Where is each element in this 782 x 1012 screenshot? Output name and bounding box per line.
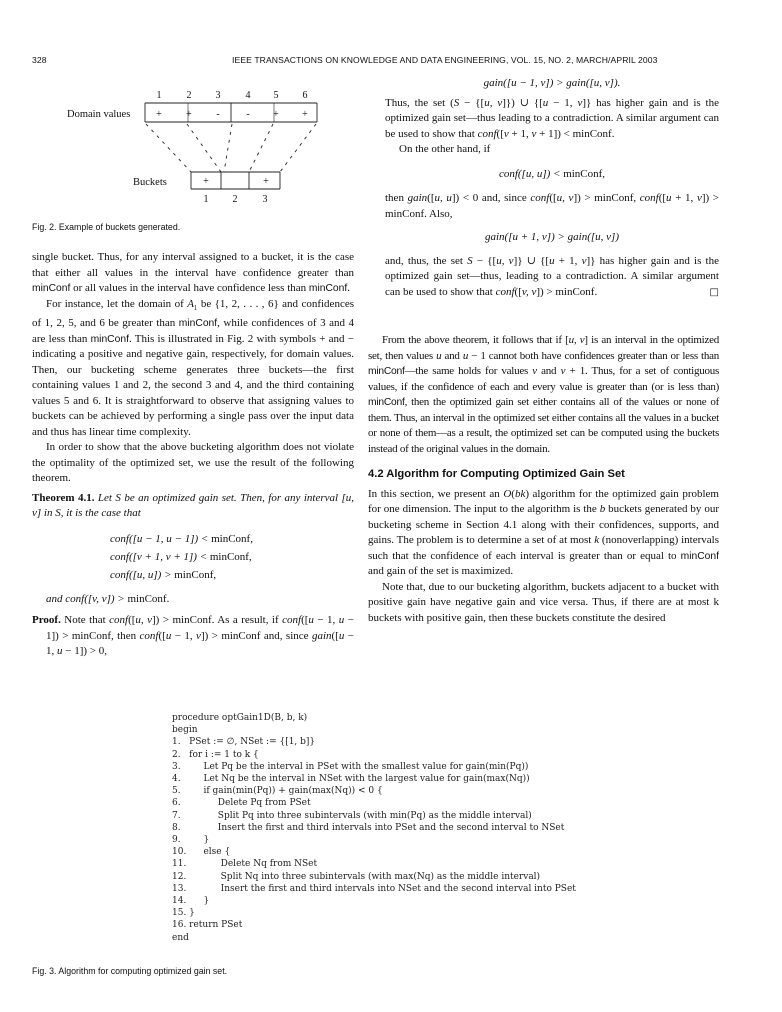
figure-3-caption: Fig. 3. Algorithm for computing optimized gain set. xyxy=(32,966,228,976)
domain-value-sign: + xyxy=(186,109,192,120)
paragraph: Thus, the set (S − {[u, v]}) ∪ {[u − 1, v]} has higher gain and is the optimized gain set—thus leading to a contradiction. A similar argument can be used to show that conf([v + 1, v + 1]) < minConf. xyxy=(385,96,719,140)
equation: conf([u, u]) > minConf, xyxy=(110,568,217,581)
algorithm-line: 13. Insert the first and third intervals into NSet and the second interval into PSet xyxy=(172,883,576,894)
equation: conf([v + 1, v + 1]) < minConf, xyxy=(110,550,252,563)
algorithm-line: procedure optGain1D(B, b, k) xyxy=(172,713,308,723)
paragraph: For instance, let the domain of $A_1$ be {1, 2, . . . , 6} and confidences of 1, 2, 5, and 6 be greater than minConf, while confidences of 3 and 4 are less than minConf. This is illustrated in Fig. 2 with symbols + and − indicating a positive and negative gain, respectively, for domain values. Then, our bucketing scheme generates three buckets—the first containing values 1 and 2, the second 3 and 4, and the third containing values 5 and 6. It is straightforward to observe that assigning values to buckets can be achieved by performing a single pass over the input data and thus has linear time complexity. xyxy=(32,297,354,438)
paragraph: and, thus, the set S − {[u, v]} ∪ {[u + 1, v]} has higher gain and is the optimized gain set—thus, leading to a contradiction. A similar argument can be used to show that conf([v, v]) > minConf. □ xyxy=(385,254,719,301)
equation: conf([u, u]) < minConf, xyxy=(498,167,606,180)
algorithm-line: 3. Let Pq be the interval in PSet with the smallest value for gain(min(Pq)) xyxy=(172,761,529,772)
algorithm-line: end xyxy=(172,932,189,943)
algorithm-line: 12. Split Nq into three subintervals (with max(Nq) as the middle interval) xyxy=(172,871,541,882)
theorem: Theorem 4.1. Let S be an optimized gain set. Then, for any interval [u, v] in S, it is the case that xyxy=(32,491,355,520)
domain-value-number: 4 xyxy=(245,90,251,101)
running-header: IEEE TRANSACTIONS ON KNOWLEDGE AND DATA ENGINEERING, VOL. 15, NO. 2, MARCH/APRIL 2003 xyxy=(232,55,658,65)
bucket-sign: + xyxy=(263,176,269,187)
algorithm-line: 1. PSet := ∅, NSet := {[1, b]} xyxy=(172,737,316,748)
figure-2-caption: Fig. 2. Example of buckets generated. xyxy=(32,222,181,232)
domain-value-sign: - xyxy=(246,109,250,120)
domain-value-number: 2 xyxy=(186,90,192,101)
figure-3-algorithm xyxy=(172,712,576,944)
algorithm-line: 5. if gain(min(Pq)) + gain(max(Nq)) < 0 { xyxy=(172,786,383,797)
algorithm-line: begin xyxy=(172,725,198,736)
theorem-end: and conf([v, v]) > minConf. xyxy=(46,592,170,605)
left-column xyxy=(32,250,354,660)
paragraph: single bucket. Thus, for any interval assigned to a bucket, it is the case that either all values in the interval have confidence greater than minConf or all values in the interval have confidence less than minConf. xyxy=(32,251,354,294)
paragraph: From the above theorem, it follows that if [u, v] is an interval in the optimized set, then values u and u − 1 cannot both have confidences greater than or less than minConf—the same holds for values v and v + 1. Thus, for a set of contiguous values, if the confidence of each and every value is greater than (or is less than) minConf, then the optimized gain set either contains all of the values or none of them. Thus, an interval in the optimized set either contains all the values in a bucket or none of them—as a result, the optimized set can be computed using the buckets instead of the original values in the domain. xyxy=(368,334,719,455)
equation: gain([u + 1, v]) > gain([u, v]) xyxy=(485,231,619,243)
bucket-numbers xyxy=(204,194,268,205)
right-column-lower xyxy=(368,333,719,626)
paragraph: In order to show that the above bucketing algorithm does not violate the optimality of the optimized set, we use the result of the following theorem. xyxy=(32,441,354,485)
domain-values-label: Domain values xyxy=(67,109,131,120)
domain-numbers xyxy=(157,90,308,101)
algorithm-line: 15. } xyxy=(172,908,195,919)
equation: conf([u − 1, u − 1]) < minConf, xyxy=(110,532,253,545)
algorithm-line: 6. Delete Pq from PSet xyxy=(172,798,311,809)
algorithm-line: 14. } xyxy=(172,896,210,907)
algorithm-line: 2. for i := 1 to k { xyxy=(172,749,259,760)
proof-label: Proof. xyxy=(32,614,61,627)
section-heading: 4.2 Algorithm for Computing Optimized Gain Set xyxy=(368,468,625,480)
theorem-equations xyxy=(32,530,354,584)
algorithm-line: 11. Delete Nq from NSet xyxy=(172,859,318,870)
bucket-number: 3 xyxy=(262,194,268,205)
buckets-label: Buckets xyxy=(133,177,167,188)
algorithm-line: 8. Insert the first and third intervals into PSet and the second interval to NSet xyxy=(172,822,565,833)
bucket-number: 2 xyxy=(232,194,238,205)
domain-value-sign: + xyxy=(302,109,308,120)
domain-value-number: 6 xyxy=(302,90,308,101)
bucket-signs xyxy=(203,176,269,187)
paragraph: On the other hand, if xyxy=(399,143,491,155)
paragraph: In this section, we present an O(bk) algorithm for the optimized gain problem for one dimension. The input to the algorithm is the b buckets generated by our bucketing scheme in Section 4.1 along with their confidences, supports, and gains. The problem is to determine a set of at most k (nonoverlapping) intervals such that the confidence of each interval is greater than or equal to minConf and gain of the set is maximized. xyxy=(368,487,719,577)
algorithm-line: 10. else { xyxy=(172,847,231,858)
domain-value-sign: - xyxy=(216,109,220,120)
algorithm-line: 9. } xyxy=(172,835,210,846)
equation: gain([u − 1, v]) > gain([u, v]). xyxy=(483,77,621,89)
page-number: 328 xyxy=(32,55,47,65)
paragraph: Note that, due to our bucketing algorithm, buckets adjacent to a bucket with positive gain have negative gain and vice versa. Thus, if there are at most k buckets with positive gain, then these buckets constitute the desired xyxy=(368,580,719,624)
algorithm-line: 16. return PSet xyxy=(172,920,243,931)
domain-value-number: 5 xyxy=(273,90,279,101)
paragraph: then gain([u, u]) < 0 and, since conf([u, v]) > minConf, conf([u + 1, v]) > minConf. Also, xyxy=(385,192,720,220)
domain-value-number: 1 xyxy=(156,90,162,101)
theorem-label: Theorem 4.1. xyxy=(32,491,95,504)
algorithm-line: 4. Let Nq be the interval in NSet with the largest value for gain(max(Nq)) xyxy=(172,774,530,785)
bucket-sign: + xyxy=(203,176,209,187)
domain-value-sign: + xyxy=(156,109,162,120)
algorithm-line: 7. Split Pq into three subintervals (with min(Pq) as the middle interval) xyxy=(172,810,532,821)
qed-symbol: □ xyxy=(709,286,719,298)
figure-2-buckets-diagram xyxy=(60,84,340,209)
domain-value-number: 3 xyxy=(215,90,221,101)
domain-value-sign: + xyxy=(273,109,279,120)
bucket-number: 1 xyxy=(203,194,209,205)
proof: Proof. Note that conf([u, v]) > minConf. As a result, if conf([u − 1, u − 1]) > minConf, then conf([u − 1, v]) > minConf and, since gain([u − 1, u − 1]) > 0, xyxy=(32,614,354,658)
right-column xyxy=(385,76,719,300)
domain-signs xyxy=(156,109,308,120)
